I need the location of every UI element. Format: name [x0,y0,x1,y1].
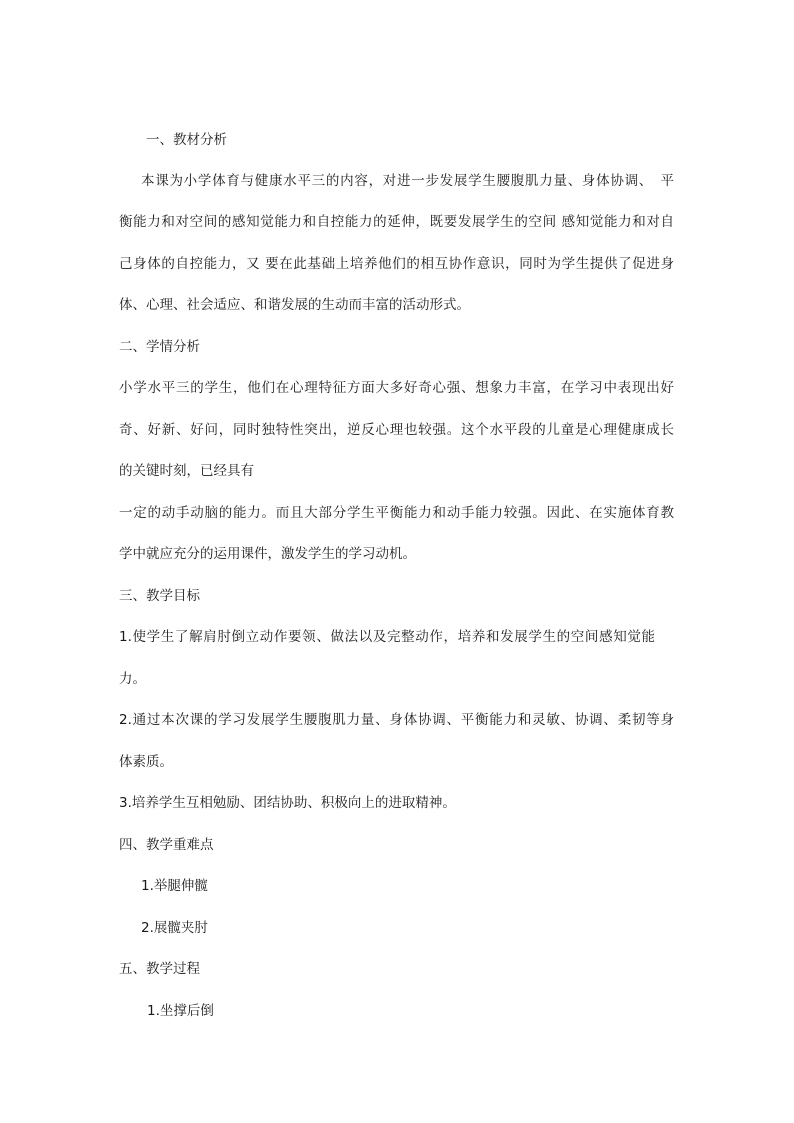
list-item: 2.展髋夹肘 [141,920,208,936]
section-heading-teaching-goals: 三、教学目标 [119,588,200,604]
paragraph-line: 本课为小学体育与健康水平三的内容，对进一步发展学生腰腹肌力量、身体协调、 平 [141,173,674,189]
paragraph-line: 己身体的自控能力，又 要在此基础上培养他们的相互协作意识，同时为学生提供了促进身 [119,256,674,272]
list-item: 1.坐撑后倒 [147,1003,214,1019]
paragraph-line: 体、心理、社会适应、和谐发展的生动而丰富的活动形式。 [119,297,470,313]
paragraph-line: 衡能力和对空间的感知觉能力和自控能力的延伸，既要发展学生的空间 感知觉能力和对自 [119,214,674,230]
section-heading-key-difficulties: 四、教学重难点 [119,837,214,853]
paragraph-line: 的关键时刻，已经具有 [119,463,254,479]
list-item: 1.举腿伸髋 [141,878,208,894]
paragraph-line: 力。 [119,671,146,687]
paragraph-line: 学中就应充分的运用课件，激发学生的学习动机。 [119,546,416,562]
paragraph-line: 3.培养学生互相勉励、团结协助、积极向上的进取精神。 [119,795,456,811]
section-heading-teaching-process: 五、教学过程 [119,961,200,977]
paragraph-line: 小学水平三的学生，他们在心理特征方面大多好奇心强、想象力丰富，在学习中表现出好 [119,380,674,396]
paragraph-line: 体素质。 [119,754,173,770]
paragraph-line: 一定的动手动脑的能力。而且大部分学生平衡能力和动手能力较强。因此、在实施体育教 [119,505,674,521]
section-heading-student-analysis: 二、学情分析 [119,339,200,355]
paragraph-line: 2.通过本次课的学习发展学生腰腹肌力量、身体协调、平衡能力和灵敏、协调、柔韧等身 [119,712,674,728]
paragraph-line: 奇、好新、好问，同时独特性突出，逆反心理也较强。这个水平段的儿童是心理健康成长 [119,422,674,438]
paragraph-line: 1.使学生了解肩肘倒立动作要领、做法以及完整动作，培养和发展学生的空间感知觉能 [119,629,655,645]
section-heading-materials-analysis: 一、教材分析 [146,132,227,148]
